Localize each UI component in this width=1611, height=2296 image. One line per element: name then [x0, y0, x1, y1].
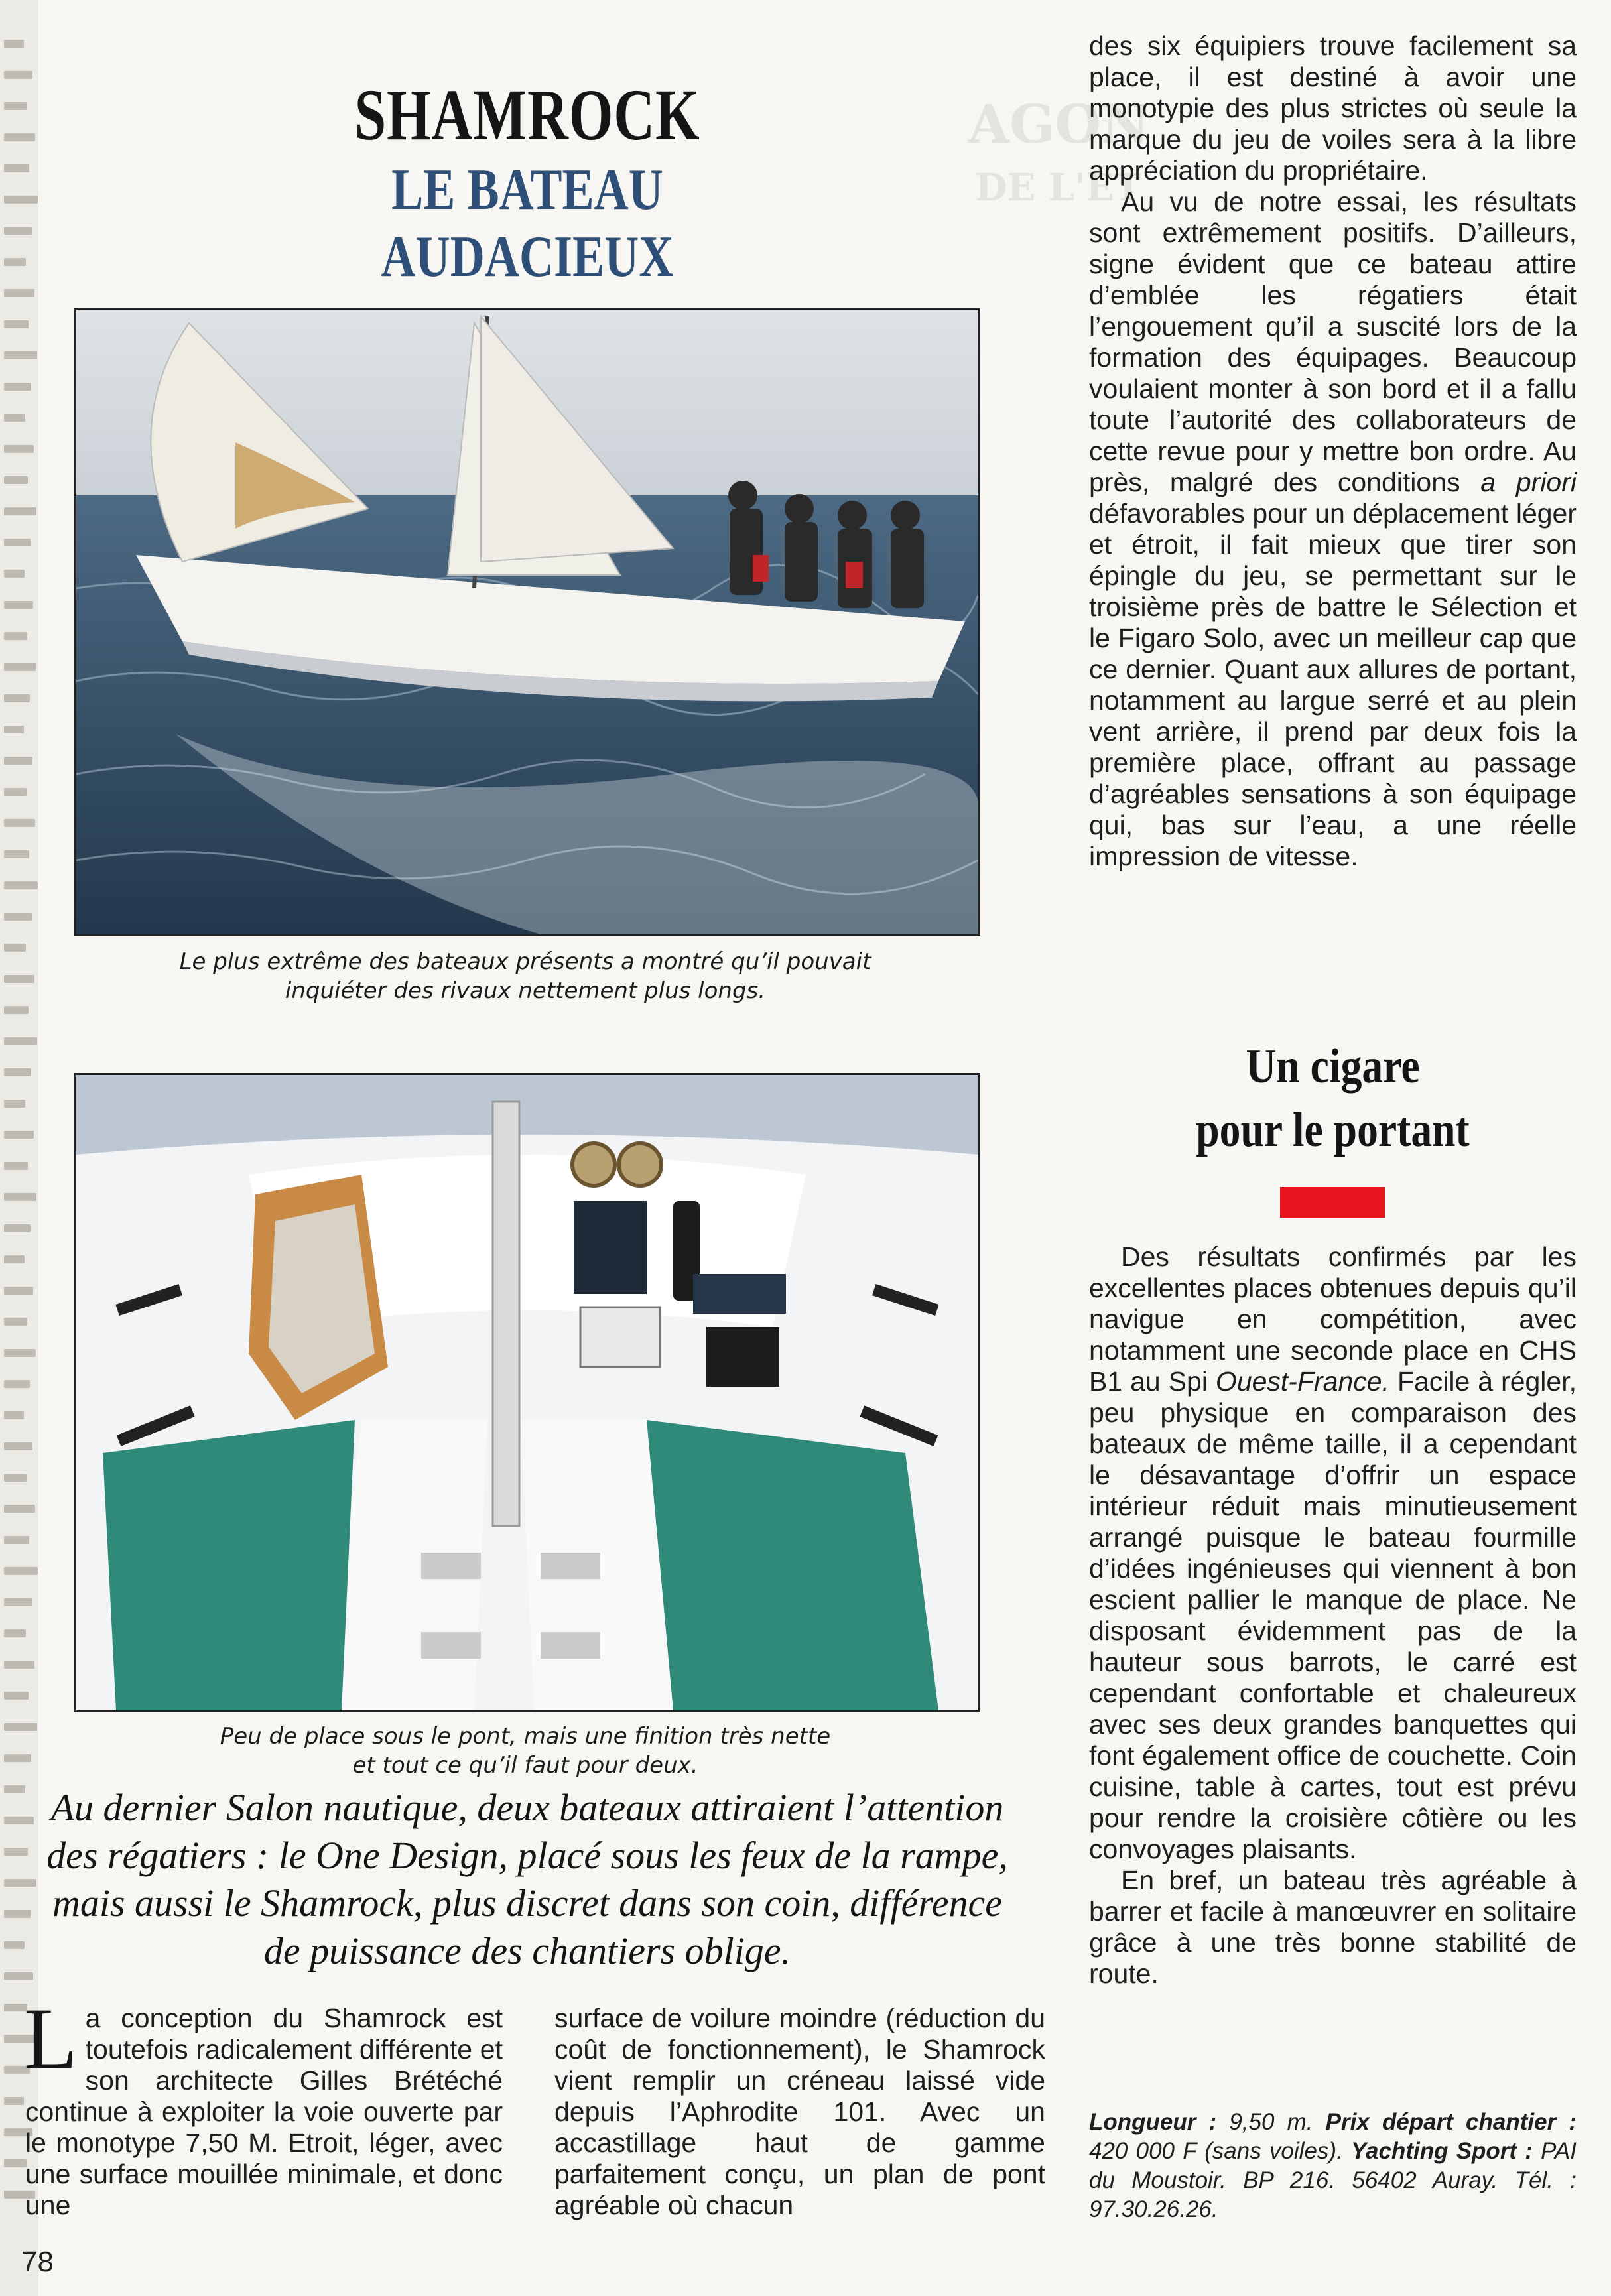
body-text: surface de voilure moindre (réduction du coût de fonctionnement), le Shamrock vient remplir un créneau laissé vide depuis l’Aphrodite 101. Avec un accastillage haut de gamme parfaitement conçu, un plan de pont agréable où chacun — [554, 2003, 1045, 2220]
bleed-line — [4, 102, 27, 110]
spec-value: 420 000 F (sans voiles). — [1089, 2138, 1343, 2164]
bleed-line — [4, 1318, 27, 1326]
photo-caption — [74, 947, 976, 1005]
cabin-interior-photo — [74, 1073, 980, 1712]
bleed-line — [4, 1598, 32, 1606]
bleed-line — [4, 164, 29, 172]
spec-label: Yachting Sport : — [1351, 2138, 1533, 2164]
bleed-line — [4, 788, 27, 796]
bleed-line — [4, 913, 32, 921]
bleed-line — [4, 663, 36, 671]
bleed-line — [4, 1349, 36, 1357]
spec-value: 9,50 m. — [1229, 2109, 1313, 2135]
bleed-line — [4, 1068, 31, 1076]
article-column-1 — [24, 1990, 503, 2221]
bleed-line — [4, 1692, 29, 1700]
body-text: défavorables pour un déplacement léger et étroit, il fait mieux que tirer son épingle du jeu, se permettant sur le troisième près de battre le Sélection et le Figaro Solo, avec un meilleur cap que ce dernier. Quant aux allures de portant, notamment au largue serré et au plein vent arrière, il prend par deux fois la première place, offrant au passage d’agréables sensations à son équipage qui, bas sur l’eau, a une réelle impression de vitesse. — [1089, 498, 1577, 871]
bleed-line — [4, 944, 26, 952]
lead-line: des régatiers : le One Design, placé sous les feux de la rampe, — [46, 1834, 1008, 1877]
bleed-line — [4, 507, 36, 515]
bleed-line — [4, 1661, 34, 1669]
section-heading — [1123, 1035, 1542, 1162]
red-accent-bar — [1280, 1187, 1385, 1218]
bleed-line — [4, 383, 31, 391]
bleed-line — [4, 850, 29, 858]
bleed-line — [4, 1941, 25, 1949]
bleed-line — [4, 1162, 28, 1170]
article-lead — [27, 1784, 1028, 1975]
bleed-line — [4, 601, 33, 609]
bleed-line — [4, 133, 35, 141]
caption-line: et tout ce qu’il faut pour deux. — [352, 1752, 698, 1779]
bleed-line — [4, 445, 34, 453]
bleed-line — [4, 1567, 38, 1575]
body-text: a conception du Shamrock est toutefois radicalement différente et son architecte Gilles Brétéché continue à exploiter la voie ouverte par le monotype 7,50 M. Etroit, léger, avec une surface mouillée minimale, et donc une — [25, 2003, 503, 2220]
bleed-line — [4, 258, 26, 266]
photo-caption — [74, 1722, 976, 1780]
article-column-3 — [1089, 31, 1577, 872]
bleed-line — [4, 1629, 26, 1637]
bleed-line — [4, 1723, 37, 1731]
ghost-heading: AGON — [968, 93, 1150, 155]
body-text: Des résultats confirmés par les excellentes places obtenues depuis qu’il navigue en compétition, avec notamment une seconde place en CHS B1 au Spi — [1089, 1242, 1577, 1397]
bleed-line — [4, 757, 32, 765]
bleed-line — [4, 196, 38, 204]
bleed-line — [4, 1006, 29, 1014]
caption-line: inquiéter des rivaux nettement plus longs. — [285, 978, 766, 1004]
bleed-line — [4, 1848, 28, 1856]
emphasis-text: Ouest-France. — [1215, 1366, 1389, 1397]
bleed-line — [4, 1224, 31, 1232]
specs-block — [1089, 2108, 1577, 2224]
body-text: Facile à régler, peu physique en comparaison des bateaux de même taille, il a cependant le désavantage d’offrir un espace intérieur réduit mais minutieusement arrangé puisque le bateau fourmille d’idées ingénieuses qui viennent à bon escient pallier le manque de place. Ne disposant évidemment pas de la hauteur sous barrots, le carré est cependant confortable et chaleureux avec ses deux grandes banquettes qui font également office de couchette. Coin cuisine, table à cartes, tout est prévu pour rendre la croisière côtière ou les convoyages plaisants. — [1089, 1366, 1577, 1864]
bleed-line — [4, 2097, 24, 2105]
bleed-line — [4, 71, 32, 79]
spec-label: Prix départ chantier : — [1325, 2109, 1577, 2135]
bleed-line — [4, 2159, 27, 2167]
lead-line: de puissance des chantiers oblige. — [263, 1929, 791, 1972]
bleed-line — [4, 351, 37, 359]
body-text: des six équipiers trouve facilement sa place, il est destiné à avoir une monotypie des plus strictes où seule la marque du jeu de voiles sera à la libre appréciation du propriétaire. — [1089, 31, 1577, 186]
caption-line: Le plus extrême des bateaux présents a montré qu’il pouvait — [179, 948, 871, 975]
bleed-line — [4, 881, 38, 889]
bleed-line — [4, 1193, 36, 1201]
bleed-line — [4, 1754, 31, 1762]
body-text: En bref, un bateau très agréable à barrer et facile à manœuvrer en solitaire grâce à une très bonne stabilité de route. — [1089, 1865, 1577, 1989]
bleed-line — [4, 320, 29, 328]
bleed-line — [4, 40, 24, 48]
lead-line: Au dernier Salon nautique, deux bateaux attiraient l’attention — [50, 1786, 1004, 1829]
spec-value: PAI du Moustoir. BP 216. 56402 Auray. Tél. : 97.30.26.26. — [1089, 2138, 1577, 2222]
bleed-line — [4, 1380, 30, 1388]
bleed-line — [4, 1100, 25, 1108]
bleed-line — [4, 1255, 25, 1263]
bleed-line — [4, 726, 24, 733]
article-column-4 — [1089, 1242, 1577, 1990]
bleed-line — [4, 1505, 35, 1513]
article-subtitle: LE BATEAU AUDACIEUX — [381, 158, 674, 289]
bleed-line — [4, 819, 35, 827]
body-text: Au vu de notre essai, les résultats sont extrêmement positifs. D’ailleurs, signe évident que ce bateau attire d’emblée les régatiers était l’engouement qu’il a suscité lors de la formation des équipages. Beaucoup voulaient monter à son bord et il a fallu toute l’autorité des collaborateurs de cette revue pour y mettre bon ordre. Au près, malgré des conditions — [1089, 186, 1577, 497]
body-paragraph — [1089, 186, 1577, 872]
spec-label: Longueur : — [1089, 2109, 1217, 2135]
page-number: 78 — [21, 2246, 54, 2278]
caption-line: Peu de place sous le pont, mais une finition très nette — [220, 1723, 831, 1750]
bleed-line — [4, 632, 27, 640]
bleed-line — [4, 476, 28, 484]
bleed-line — [4, 227, 32, 235]
drop-cap: L — [24, 1990, 78, 2087]
ghost-heading: DE L'ÉT — [975, 166, 1142, 210]
bleed-line — [4, 539, 31, 546]
lead-line: mais aussi le Shamrock, plus discret dans son coin, différence — [52, 1881, 1003, 1925]
bleed-line — [4, 694, 30, 702]
bleed-line — [4, 414, 25, 422]
bleed-line — [4, 1037, 37, 1045]
article-title: SHAMROCK — [354, 74, 700, 155]
bleed-line — [4, 1287, 33, 1295]
emphasis-text: a priori — [1480, 467, 1577, 497]
bleed-line — [4, 1536, 29, 1544]
body-paragraph — [1089, 1242, 1577, 1865]
bleed-line — [4, 289, 34, 297]
bleed-line — [4, 1442, 32, 1450]
heading-line: pour le portant — [1196, 1103, 1470, 1157]
sailboat-photo — [74, 308, 980, 936]
bleed-line — [4, 1474, 27, 1482]
bleed-line — [4, 975, 34, 983]
heading-line: Un cigare — [1246, 1039, 1420, 1094]
bleed-line — [4, 570, 25, 578]
article-column-2 — [554, 2003, 1045, 2221]
bleed-line — [4, 1785, 25, 1793]
bleed-line — [4, 1411, 24, 1419]
bleed-line — [4, 1131, 34, 1139]
